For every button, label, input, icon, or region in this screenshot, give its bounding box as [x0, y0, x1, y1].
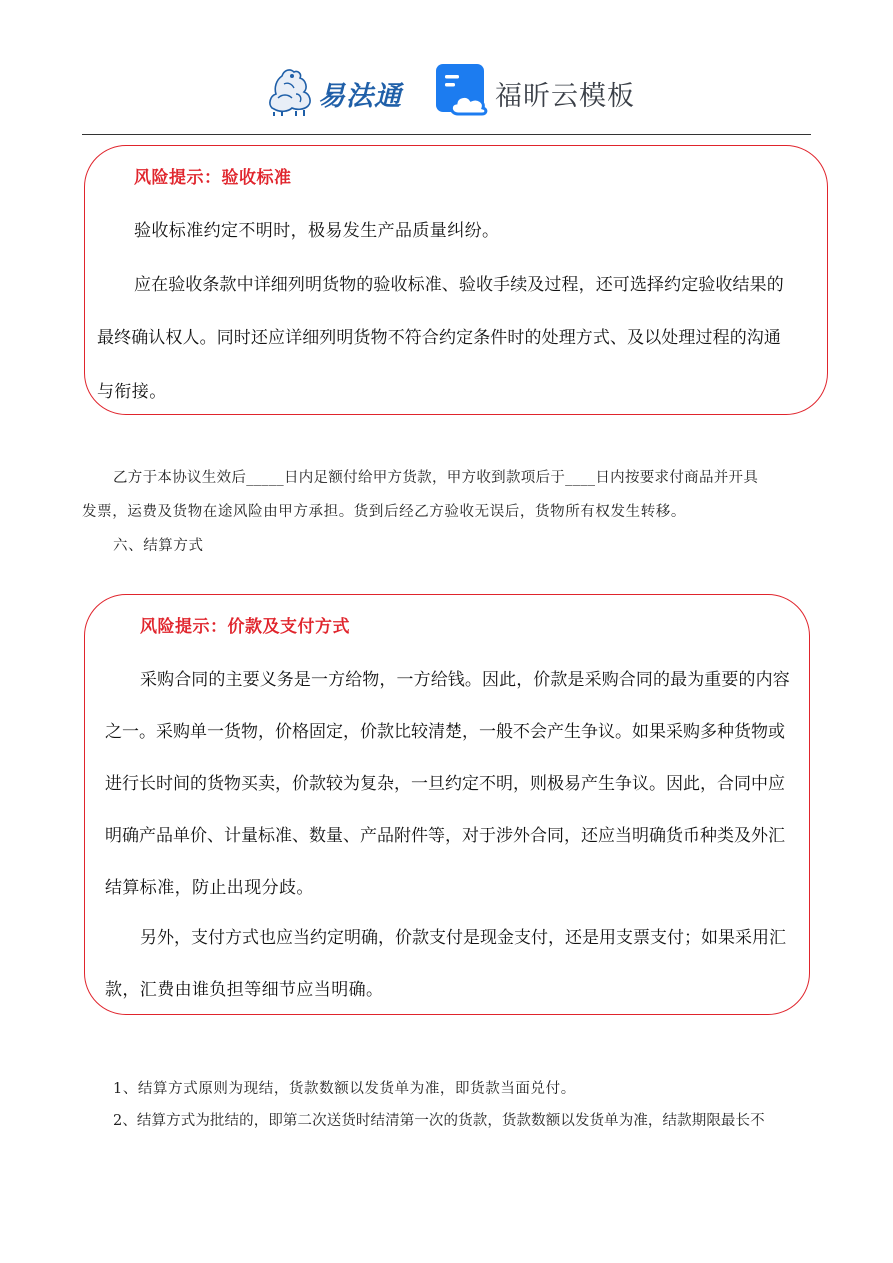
page-header [0, 58, 893, 122]
risk-text-line: 进行长时间的货物买卖，价款较为复杂，一旦约定不明，则极易产生争议。因此，合同中应 [105, 774, 785, 794]
risk-text-line: 验收标准约定不明时，极易发生产品质量纠纷。 [134, 221, 500, 241]
risk-text-line: 之一。采购单一货物，价格固定，价款比较清楚，一般不会产生争议。如果采购多种货物或 [105, 722, 785, 742]
risk-title: 风险提示：验收标准 [134, 168, 292, 188]
qilin-icon [262, 64, 318, 118]
risk-text-line: 最终确认权人。同时还应详细列明货物不符合约定条件时的处理方式、及以处理过程的沟通 [97, 328, 781, 348]
risk-box-acceptance [84, 145, 828, 415]
body-paragraph-line: 2、结算方式为批结的，即第二次送货时结清第一次的货款，货款数额以发货单为准，结款期限最长不 [113, 1113, 765, 1129]
foxit-template-logo [436, 64, 636, 118]
body-paragraph-line: 1、结算方式原则为现结，货款数额以发货单为准，即货款当面兑付。 [113, 1081, 576, 1097]
header-divider [82, 134, 811, 135]
risk-text-line: 应在验收条款中详细列明货物的验收标准、验收手续及过程，还可选择约定验收结果的 [134, 275, 784, 295]
risk-title: 风险提示：价款及支付方式 [140, 617, 350, 637]
yifatong-logo [262, 64, 414, 118]
risk-text-line: 与衔接。 [97, 382, 167, 402]
body-paragraph-line: 乙方于本协议生效后_____日内足额付给甲方货款，甲方收到款项后于____日内按要求付商品并开具 [113, 470, 759, 486]
cloud-document-icon [436, 64, 488, 116]
risk-text-line: 另外，支付方式也应当约定明确，价款支付是现金支付，还是用支票支付；如果采用汇 [140, 928, 786, 948]
risk-text-line: 结算标准，防止出现分歧。 [105, 878, 314, 898]
risk-text-line: 款，汇费由谁负担等细节应当明确。 [105, 980, 384, 1000]
risk-box-payment [84, 594, 810, 1015]
risk-text-line: 采购合同的主要义务是一方给物，一方给钱。因此，价款是采购合同的最为重要的内容 [140, 670, 790, 690]
logo-left-text: 易法通 [318, 81, 402, 112]
section-heading: 六、结算方式 [113, 538, 204, 554]
logo-right-text: 福昕云模板 [495, 81, 635, 112]
body-paragraph-line: 发票，运费及货物在途风险由甲方承担。货到后经乙方验收无误后，货物所有权发生转移。 [82, 504, 686, 520]
risk-text-line: 明确产品单价、计量标准、数量、产品附件等，对于涉外合同，还应当明确货币种类及外汇 [105, 826, 785, 846]
